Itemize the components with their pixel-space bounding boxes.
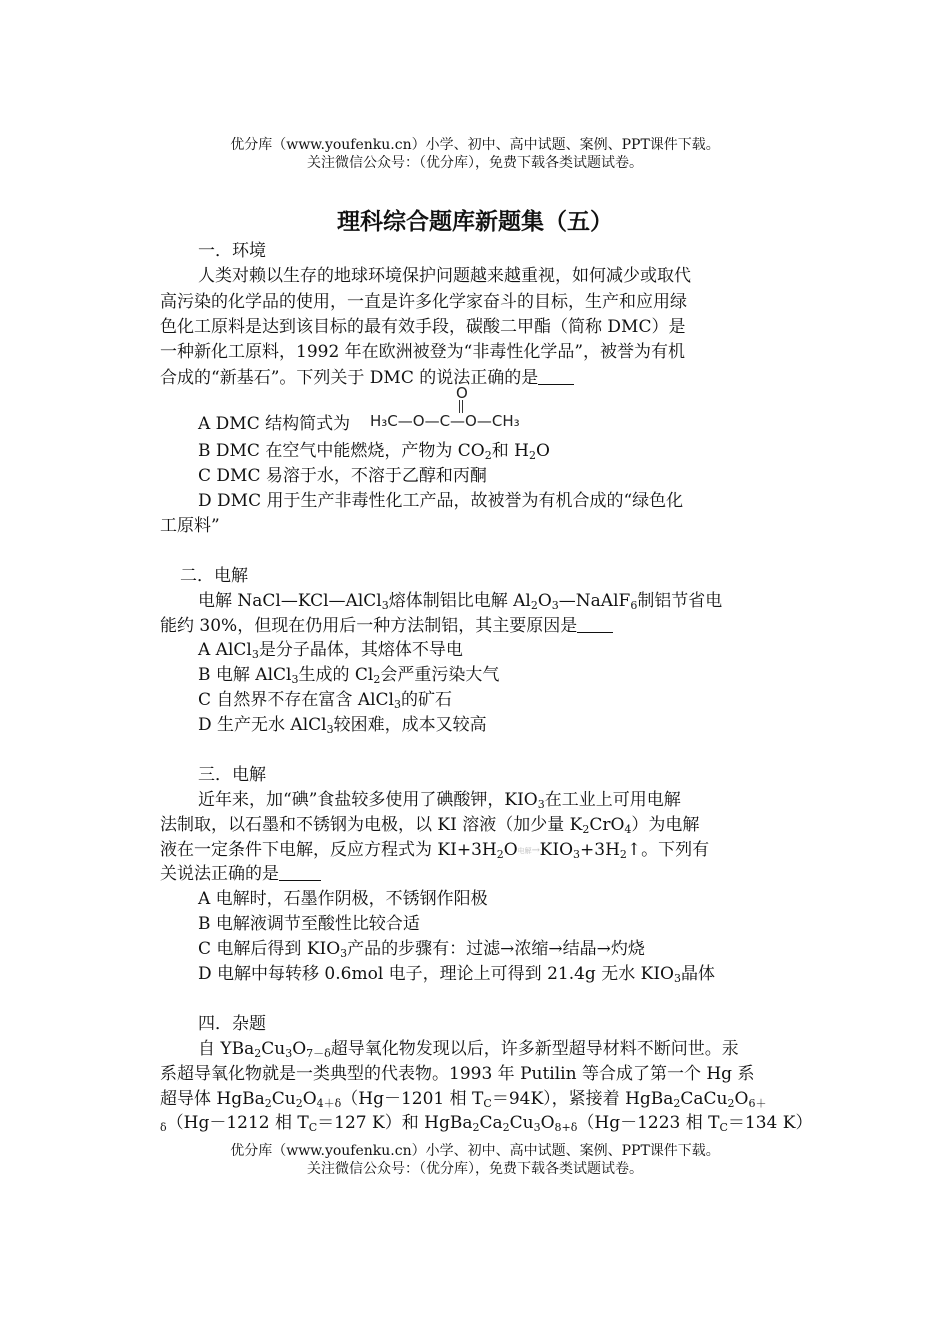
q1-text-line: 一种新化工原料，1992 年在欧洲被登为“非毒性化学品”，被誉为有机 xyxy=(160,342,686,362)
q4-text-line: $_\delta$（Hg－1212 相 $T_C=127$ K）和 $HgBa_2Ca_2Cu_3O_{8+\delta}(Hg-1223$ 相 $T_C=134$ K） xyxy=(160,1113,813,1134)
q4-heading: 四．杂题 xyxy=(198,1014,266,1034)
footer-line-2: 关注微信公众号：（优分库），免费下载各类试题试卷。 xyxy=(307,1161,643,1177)
electrolysis-arrow: 电解→ xyxy=(517,844,541,856)
q2-option-a: A AlCl$_3$是分子晶体，其熔体不导电 xyxy=(198,640,463,661)
answer-blank xyxy=(279,864,321,881)
q2-text-line: 能约 30%，但现在仍用后一种方法制铝，其主要原因是 xyxy=(160,614,613,638)
q4-text-line: 超导体 $HgBa_2Cu_2O_{4+\delta}(Hg-1201$ 相 $T_C=94K$），紧接着 $HgBa_2CaCu_2O_{6+}$ xyxy=(160,1089,767,1110)
q3-option-c: C 电解后得到 $KIO_3$产品的步骤有：过滤→浓缩→结晶→灼烧 xyxy=(198,939,645,960)
q3-option-a: A 电解时，石墨作阴极，不锈钢作阳极 xyxy=(198,889,488,909)
q2-text-line: 电解 NaCl—KCl—AlCl$_3$熔体制铝比电解 $Al_2O_3—NaAlF_6$制铝节省电 xyxy=(198,591,723,612)
answer-blank xyxy=(577,616,613,633)
q1-heading: 一．环境 xyxy=(198,241,266,261)
q3-text-line: 法制取，以石墨和不锈钢为电极，以 KI 溶液（加少量 $K_2CrO_4$）为电解 xyxy=(160,815,700,836)
q1-option-d: D DMC 用于生产非毒性化工产品，故被誉为有机合成的“绿色化 xyxy=(198,491,684,511)
q1-text-line: 合成的“新基石”。下列关于 DMC 的说法正确的是 xyxy=(160,366,574,390)
footer-line-1: 优分库（www.youfenku.cn）小学、初中、高中试题、案例、PPT课件下载。 xyxy=(230,1143,720,1159)
q1-option-c: C DMC 易溶于水，不溶于乙醇和丙酮 xyxy=(198,466,487,486)
q2-heading: 二．电解 xyxy=(180,566,248,586)
q1-text-line: 色化工原料是达到该目标的最有效手段，碳酸二甲酯（简称 DMC）是 xyxy=(160,317,686,337)
q3-heading: 三．电解 xyxy=(198,765,266,785)
q3-text-line: 近年来，加“碘”食盐较多使用了碘酸钾，$KIO_3$在工业上可用电解 xyxy=(198,790,681,811)
q1-option-b: B DMC 在空气中能燃烧，产物为 $CO_2$和 $H_2O$ xyxy=(198,441,550,462)
answer-blank xyxy=(538,368,574,385)
page-title: 理科综合题库新题集（五） xyxy=(337,209,613,235)
q1-option-d-cont: 工原料” xyxy=(160,516,220,536)
q3-option-d: D 电解中每转移 0.6mol 电子，理论上可得到 21.4g 无水 $KIO_3$晶体 xyxy=(198,964,715,985)
q2-option-b: B 电解 AlCl$_3$生成的 $Cl_2$会严重污染大气 xyxy=(198,665,500,686)
q3-text-line: 关说法正确的是 xyxy=(160,862,321,886)
q3-text-line: 液在一定条件下电解，反应方程式为 $KI+3H_2O$电解$\to KIO_3+3H_2↑$。下列有 xyxy=(160,840,710,861)
header-line-1: 优分库（www.youfenku.cn）小学、初中、高中试题、案例、PPT课件下载。 xyxy=(230,137,720,153)
formula-chain: H₃C—O—C—O—CH₃ xyxy=(370,412,520,430)
q1-option-a: A DMC 结构简式为 xyxy=(198,414,351,434)
q1-text-line: 人类对赖以生存的地球环境保护问题越来越重视，如何减少或取代 xyxy=(198,266,691,286)
q2-option-c: C 自然界不存在富含 AlCl$_3$的矿石 xyxy=(198,690,452,711)
q1-text-line: 高污染的化学品的使用，一直是许多化学家奋斗的目标，生产和应用绿 xyxy=(160,292,687,312)
header-line-2: 关注微信公众号：（优分库），免费下载各类试题试卷。 xyxy=(307,155,643,171)
q4-text-line: 系超导氧化物就是一类典型的代表物。1993 年 Putilin 等合成了第一个 Hg 系 xyxy=(160,1064,755,1084)
q2-option-d: D 生产无水 AlCl$_3$较困难，成本又较高 xyxy=(198,715,487,736)
q4-text-line: 自 $YBa_2Cu_3O_{7-\delta}$超导氧化物发现以后，许多新型超导材料不断问世。汞 xyxy=(198,1039,739,1060)
q3-option-b: B 电解液调节至酸性比较合适 xyxy=(198,914,420,934)
formula-carbonyl-o: O xyxy=(456,384,468,402)
